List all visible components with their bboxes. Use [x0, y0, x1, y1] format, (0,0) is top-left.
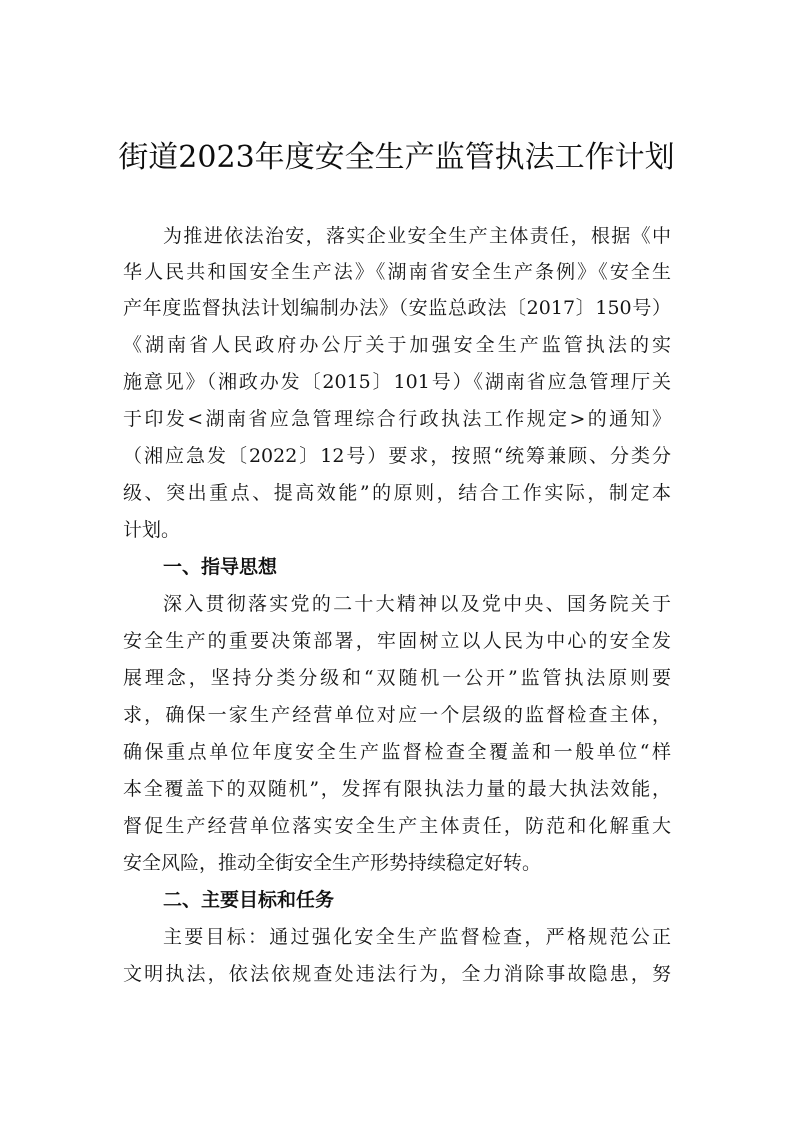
paragraph-line: 求，确保一家生产经营单位对应一个层级的监督检查主体， — [123, 704, 671, 726]
paragraph-line: 安全风险，推动全街安全生产形势持续稳定好转。 — [123, 852, 542, 874]
paragraph-line: 确保重点单位年度安全生产监督检查全覆盖和一般单位“样 — [123, 741, 671, 763]
paragraph-line: （湘应急发〔2022〕12号）要求，按照“统筹兼顾、分类分 — [123, 445, 671, 467]
paragraph-line: 深入贯彻落实党的二十大精神以及党中央、国务院关于 — [163, 593, 671, 615]
paragraph-line: 于印发<湖南省应急管理综合行政执法工作规定>的通知》 — [123, 408, 671, 430]
paragraph-line: 为推进依法治安，落实企业安全生产主体责任，根据《中 — [163, 225, 671, 247]
document-title: 街道2023年度安全生产监管执法工作计划 — [118, 140, 675, 175]
paragraph-line: 《湖南省人民政府办公厅关于加强安全生产监管执法的实 — [123, 334, 671, 356]
paragraph-line: 展理念，坚持分类分级和“双随机一公开”监管执法原则要 — [123, 667, 671, 689]
paragraph-line: 计划。 — [123, 519, 181, 541]
paragraph-line: 华人民共和国安全生产法》《湖南省安全生产条例》《安全生 — [123, 261, 671, 283]
paragraph-line: 安全生产的重要决策部署，牢固树立以人民为中心的安全发 — [123, 630, 671, 652]
paragraph-line: 产年度监督执法计划编制办法》（安监总政法〔2017〕150号） — [123, 297, 671, 319]
paragraph-line: 级、突出重点、提高效能”的原则，结合工作实际，制定本 — [123, 482, 671, 504]
section-heading: 一、指导思想 — [163, 556, 278, 578]
paragraph-line: 施意见》（湘政办发〔2015〕101号）《湖南省应急管理厅关 — [123, 371, 671, 393]
paragraph-line: 本全覆盖下的双随机”，发挥有限执法力量的最大执法效能， — [123, 778, 671, 800]
paragraph-line: 文明执法，依法依规查处违法行为，全力消除事故隐患，努 — [123, 963, 671, 985]
section-heading: 二、主要目标和任务 — [163, 889, 335, 911]
paragraph-line: 主要目标：通过强化安全生产监督检查，严格规范公正 — [163, 926, 671, 948]
paragraph-line: 督促生产经营单位落实安全生产主体责任，防范和化解重大 — [123, 815, 671, 837]
